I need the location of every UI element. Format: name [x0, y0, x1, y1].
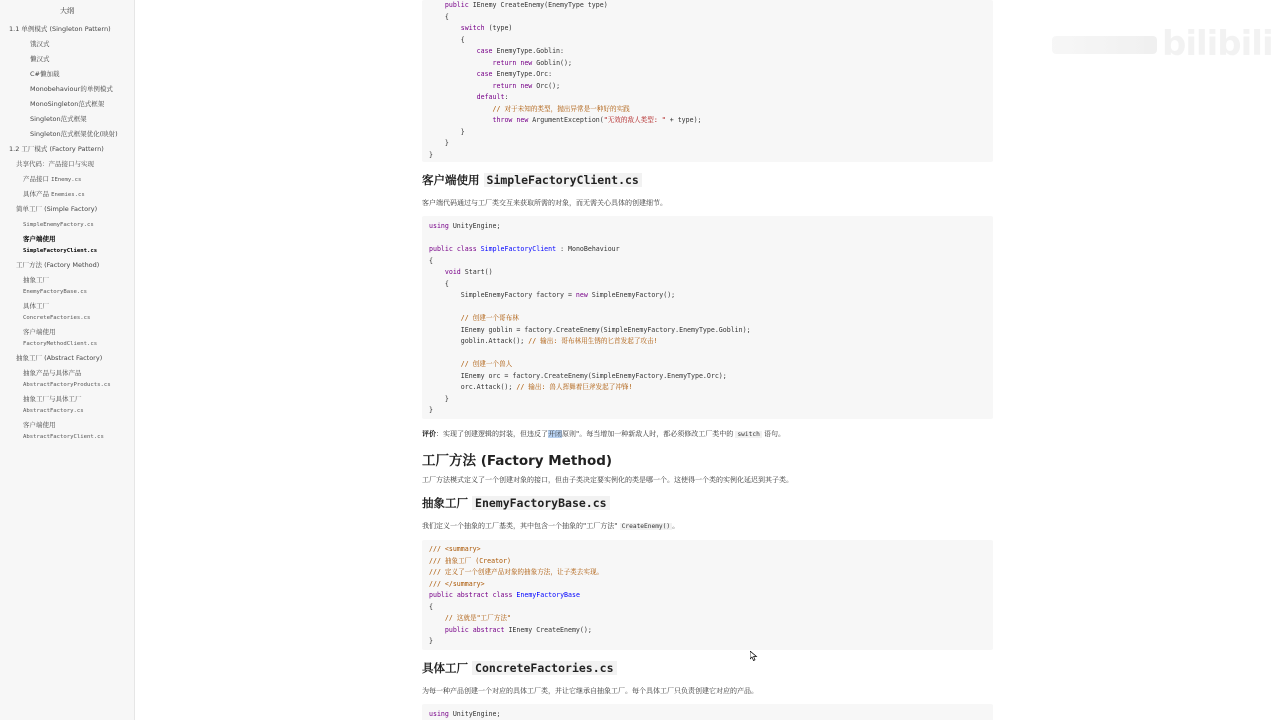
code-token: case	[476, 47, 493, 55]
outline-item-label: 客户端使用	[23, 328, 56, 336]
outline-sidebar	[0, 0, 135, 720]
outline-item[interactable]	[23, 302, 49, 310]
code-line	[429, 69, 993, 81]
code-token: IEnemy goblin = factory.CreateEnemy(SimpleEnemyFactory.EnemyType.Goblin);	[429, 325, 751, 334]
outline-item-label: 抽象工厂	[23, 276, 49, 284]
outline-item-code: AbstractFactoryProducts.cs	[23, 382, 111, 388]
code-token: :	[504, 93, 509, 101]
outline-item[interactable]	[9, 25, 111, 33]
outline-item[interactable]	[16, 261, 99, 269]
outline-item-code: SimpleEnemyFactory.cs	[23, 222, 94, 228]
code-line	[429, 58, 993, 70]
outline-item[interactable]	[23, 175, 81, 184]
code-token: public	[444, 625, 469, 634]
code-token: // 输出: 哥布林用生锈的匕首发起了攻击!	[528, 337, 658, 345]
code-line	[429, 382, 993, 394]
outline-item-label: C#懒加载	[30, 70, 60, 78]
code-token	[429, 268, 445, 276]
code-line	[429, 267, 993, 279]
code-line	[429, 279, 993, 291]
code-block-enemy-factory-base	[422, 540, 993, 650]
abstract-text-a: 我们定义一个抽象的工厂基类，其中包含一个抽象的"工厂方法"	[422, 522, 620, 530]
code-token: EnemyType.Goblin:	[492, 47, 564, 55]
watermark-logo-text: bilibili	[1162, 24, 1273, 64]
outline-item-label: 共享代码：产品接口与实现	[16, 160, 94, 168]
code-line	[429, 92, 993, 104]
code-token: orc.Attack();	[429, 383, 517, 391]
code-token: throw	[492, 116, 513, 124]
code-line	[429, 302, 993, 314]
code-block-concrete-factories	[422, 704, 993, 720]
code-token	[429, 626, 445, 634]
code-line	[429, 709, 993, 720]
code-token: {	[429, 602, 433, 611]
outline-item-label: 饿汉式	[30, 40, 50, 48]
code-line	[429, 348, 993, 360]
code-token: SimpleEnemyFactory();	[587, 291, 676, 299]
evaluation-label: 评价	[422, 430, 436, 438]
code-token: // 创建一个兽人	[460, 360, 513, 368]
code-token: public	[429, 591, 453, 599]
code-token: class	[492, 591, 513, 599]
heading-abstract-factory-code: EnemyFactoryBase.cs	[472, 496, 610, 510]
code-token: public	[429, 245, 453, 253]
code-token: }	[429, 150, 433, 159]
outline-item-code: ConcreteFactories.cs	[23, 315, 91, 321]
code-token	[429, 1, 445, 9]
code-token: new	[516, 116, 529, 124]
code-token	[429, 59, 493, 67]
code-token: switch	[460, 24, 485, 32]
heading-abstract-factory	[422, 495, 610, 511]
code-line	[429, 336, 993, 348]
abstract-code: CreateEnemy()	[621, 523, 671, 530]
outline-item-label: 工厂方法 (Factory Method)	[16, 261, 100, 269]
code-line	[429, 313, 993, 325]
code-token: abstract	[456, 591, 489, 599]
outline-item[interactable]	[30, 85, 113, 93]
code-line	[429, 150, 993, 162]
code-line	[429, 567, 993, 579]
code-token: case	[476, 70, 493, 78]
outline-item-code: AbstractFactoryClient.cs	[23, 434, 104, 440]
outline-item-label: MonoSingleton范式框架	[30, 100, 105, 108]
outline-item[interactable]	[23, 190, 85, 199]
code-token: Orc();	[532, 81, 561, 90]
code-token: using	[429, 710, 449, 718]
code-token: "无效的敌人类型: "	[603, 116, 666, 124]
outline-item[interactable]	[23, 421, 56, 429]
code-token	[429, 314, 461, 322]
code-line	[429, 579, 993, 591]
code-token: (type)	[484, 24, 513, 32]
code-token: {	[429, 256, 433, 265]
selected-text[interactable]: 开闭	[548, 430, 562, 438]
code-line	[429, 127, 993, 139]
code-token	[429, 82, 493, 90]
outline-item-label: 1.2 工厂模式 (Factory Pattern)	[9, 145, 104, 153]
outline-item-label: Monobehaviour的单例模式	[30, 85, 113, 93]
code-line	[429, 625, 993, 637]
outline-item[interactable]	[23, 287, 87, 296]
code-token	[429, 360, 461, 368]
outline-item[interactable]	[30, 40, 50, 48]
outline-item[interactable]	[30, 115, 87, 123]
outline-item-label: 懒汉式	[30, 55, 50, 63]
code-token: // 创建一个哥布林	[460, 314, 519, 322]
outline-item[interactable]	[23, 380, 111, 389]
code-line	[429, 81, 993, 93]
code-token: public	[444, 1, 469, 9]
watermark-left-mark	[1052, 36, 1157, 54]
heading-client-usage	[422, 172, 642, 188]
evaluation-text-b: 原则"。每当增加一种新敌人时，都必须修改工厂类中的	[562, 430, 736, 438]
code-token: new	[575, 291, 588, 299]
paragraph-evaluation	[422, 429, 785, 439]
code-line	[429, 590, 993, 602]
code-line	[429, 0, 993, 12]
paragraph-abstract-factory	[422, 521, 679, 531]
outline-item-label: Singleton范式框架	[30, 115, 87, 123]
code-line	[429, 636, 993, 648]
heading-factory-method: 工厂方法 (Factory Method)	[422, 453, 613, 469]
code-line	[429, 256, 993, 268]
document-content	[422, 0, 994, 720]
code-token: // 输出: 兽人挥舞着巨斧发起了冲锋!	[516, 383, 633, 391]
code-line	[429, 12, 993, 24]
heading-concrete-factories-code: ConcreteFactories.cs	[472, 661, 616, 675]
outline-item[interactable]	[9, 145, 104, 153]
paragraph-concrete-factories: 为每一种产品创建一个对应的具体工厂类，并让它继承自抽象工厂。每个具体工厂只负责创建它对应的产品。	[422, 687, 758, 695]
code-token: {	[429, 279, 449, 288]
code-token	[429, 105, 493, 113]
outline-item-label: 抽象产品与具体产品	[23, 369, 82, 377]
code-line	[429, 405, 993, 417]
code-token: SimpleFactoryClient	[480, 245, 557, 253]
code-line	[429, 371, 993, 383]
code-line	[429, 46, 993, 58]
code-line	[429, 325, 993, 337]
outline-item[interactable]	[23, 395, 82, 403]
outline-item[interactable]	[23, 313, 90, 322]
code-token	[429, 47, 477, 55]
outline-item[interactable]	[23, 406, 84, 415]
code-token: {	[429, 12, 449, 21]
heading-concrete-factories	[422, 660, 617, 676]
code-line	[429, 290, 993, 302]
outline-item-label: 抽象工厂 (Abstract Factory)	[16, 354, 103, 362]
code-token: Start()	[460, 268, 493, 276]
outline-title: 大纲	[60, 7, 74, 15]
code-line	[429, 104, 993, 116]
paragraph-factory-method: 工厂方法模式定义了一个创建对象的接口，但由子类决定要实例化的类是哪一个。这使得一个类的实例化延迟到其子类。	[422, 476, 793, 484]
outline-item-label: 抽象工厂与具体工厂	[23, 395, 82, 403]
outline-item-label: Singleton范式框架优化(映射)	[30, 130, 118, 138]
code-line	[429, 556, 993, 568]
outline-item[interactable]	[23, 369, 82, 377]
code-token: using	[429, 222, 449, 230]
outline-item[interactable]	[23, 432, 104, 441]
code-token: EnemyType.Orc:	[492, 70, 553, 78]
code-token: UnityEngine;	[448, 222, 501, 230]
code-token: }	[429, 637, 433, 645]
outline-item-label: 客户端使用	[23, 235, 56, 243]
mouse-cursor-icon	[750, 651, 758, 661]
outline-item[interactable]	[30, 55, 50, 63]
code-line	[429, 244, 993, 256]
code-token: SimpleEnemyFactory factory =	[429, 291, 576, 299]
outline-item[interactable]	[30, 100, 104, 108]
outline-item[interactable]	[23, 328, 56, 336]
code-token: }	[429, 406, 433, 414]
bilibili-watermark	[1052, 24, 1273, 68]
outline-item-code: EnemyFactoryBase.cs	[23, 289, 87, 295]
code-token: IEnemy orc = factory.CreateEnemy(SimpleEnemyFactory.EnemyType.Orc);	[429, 371, 727, 380]
code-line	[429, 359, 993, 371]
evaluation-text-c: 语句。	[761, 430, 786, 438]
code-token: // 对于未知的类型，抛出异常是一种好的实践	[492, 104, 630, 113]
outline-item[interactable]	[16, 160, 94, 168]
code-token: }	[429, 394, 449, 403]
outline-item-label: 具体产品	[23, 190, 52, 198]
abstract-text-b: 。	[672, 522, 680, 530]
code-token: : MonoBehaviour	[556, 245, 620, 253]
code-line	[429, 613, 993, 625]
code-token: abstract	[472, 625, 505, 634]
heading-abstract-factory-text: 抽象工厂	[422, 496, 473, 510]
code-line	[429, 394, 993, 406]
code-line	[429, 221, 993, 233]
outline-item-code: AbstractFactory.cs	[23, 408, 84, 414]
heading-concrete-factories-text: 具体工厂	[422, 661, 473, 675]
outline-item-label: 客户端使用	[23, 421, 56, 429]
outline-item-code: IEnemy.cs	[51, 177, 82, 183]
code-block-simple-factory-client	[422, 216, 993, 419]
code-token: + type);	[665, 116, 702, 124]
outline-item-label: 具体工厂	[23, 302, 49, 310]
code-token: }	[429, 139, 449, 147]
code-token: }	[429, 127, 465, 136]
code-token: ArgumentException(	[528, 116, 604, 124]
code-token: /// 抽象工厂 (Creator)	[429, 556, 511, 565]
code-token	[429, 614, 445, 622]
code-token: /// <summary>	[429, 545, 481, 553]
outline-item-code: SimpleFactoryClient.cs	[23, 248, 98, 254]
outline-item[interactable]	[23, 246, 97, 255]
outline-item-label: 简单工厂 (Simple Factory)	[16, 205, 98, 213]
code-block-create-enemy	[422, 0, 993, 162]
code-token: EnemyFactoryBase	[516, 591, 580, 599]
code-token	[429, 24, 461, 32]
code-line	[429, 115, 993, 127]
evaluation-code: switch	[737, 431, 760, 438]
code-token: void	[444, 268, 461, 276]
outline-item[interactable]	[30, 70, 60, 78]
outline-item[interactable]	[23, 220, 94, 229]
code-token: // 这就是"工厂方法"	[444, 614, 511, 622]
code-token: return	[492, 58, 517, 67]
outline-item[interactable]	[23, 339, 97, 348]
code-token: default	[476, 93, 505, 101]
code-line	[429, 602, 993, 614]
code-token: Goblin();	[532, 58, 572, 67]
outline-item[interactable]	[16, 354, 102, 362]
outline-item[interactable]	[23, 276, 49, 284]
code-token: class	[456, 245, 477, 253]
outline-item[interactable]	[16, 205, 97, 213]
code-token: /// 定义了一个创建产品对象的抽象方法，让子类去实现。	[429, 568, 604, 576]
outline-item[interactable]	[23, 235, 56, 243]
code-token	[429, 116, 493, 124]
code-token: IEnemy CreateEnemy();	[504, 625, 592, 634]
code-token: return	[492, 81, 517, 90]
code-token: new	[520, 81, 533, 90]
outline-item-code: Enemies.cs	[51, 192, 85, 198]
heading-client-usage-code: SimpleFactoryClient.cs	[484, 173, 642, 187]
heading-client-usage-text: 客户端使用	[422, 173, 484, 187]
outline-item-code: FactoryMethodClient.cs	[23, 341, 98, 347]
code-token: new	[520, 58, 533, 67]
code-token: /// </summary>	[429, 579, 485, 588]
outline-item[interactable]	[30, 130, 118, 138]
code-line	[429, 23, 993, 35]
code-line	[429, 138, 993, 150]
paragraph-client-desc: 客户端代码通过与工厂类交互来获取所需的对象，而无需关心具体的创建细节。	[422, 199, 667, 207]
code-token	[429, 70, 477, 78]
outline-item-label: 1.1 单例模式 (Singleton Pattern)	[9, 25, 111, 33]
code-token: goblin.Attack();	[429, 337, 529, 345]
code-line	[429, 35, 993, 47]
code-token: IEnemy CreateEnemy(EnemyType type)	[468, 1, 608, 9]
code-line	[429, 233, 993, 245]
evaluation-text-a: ：实现了创建逻辑的封装，但违反了	[436, 430, 548, 438]
code-token: {	[429, 35, 465, 44]
outline-item-label: 产品接口	[23, 175, 52, 183]
code-token: UnityEngine;	[448, 710, 501, 718]
code-line	[429, 544, 993, 556]
code-token	[429, 93, 477, 101]
